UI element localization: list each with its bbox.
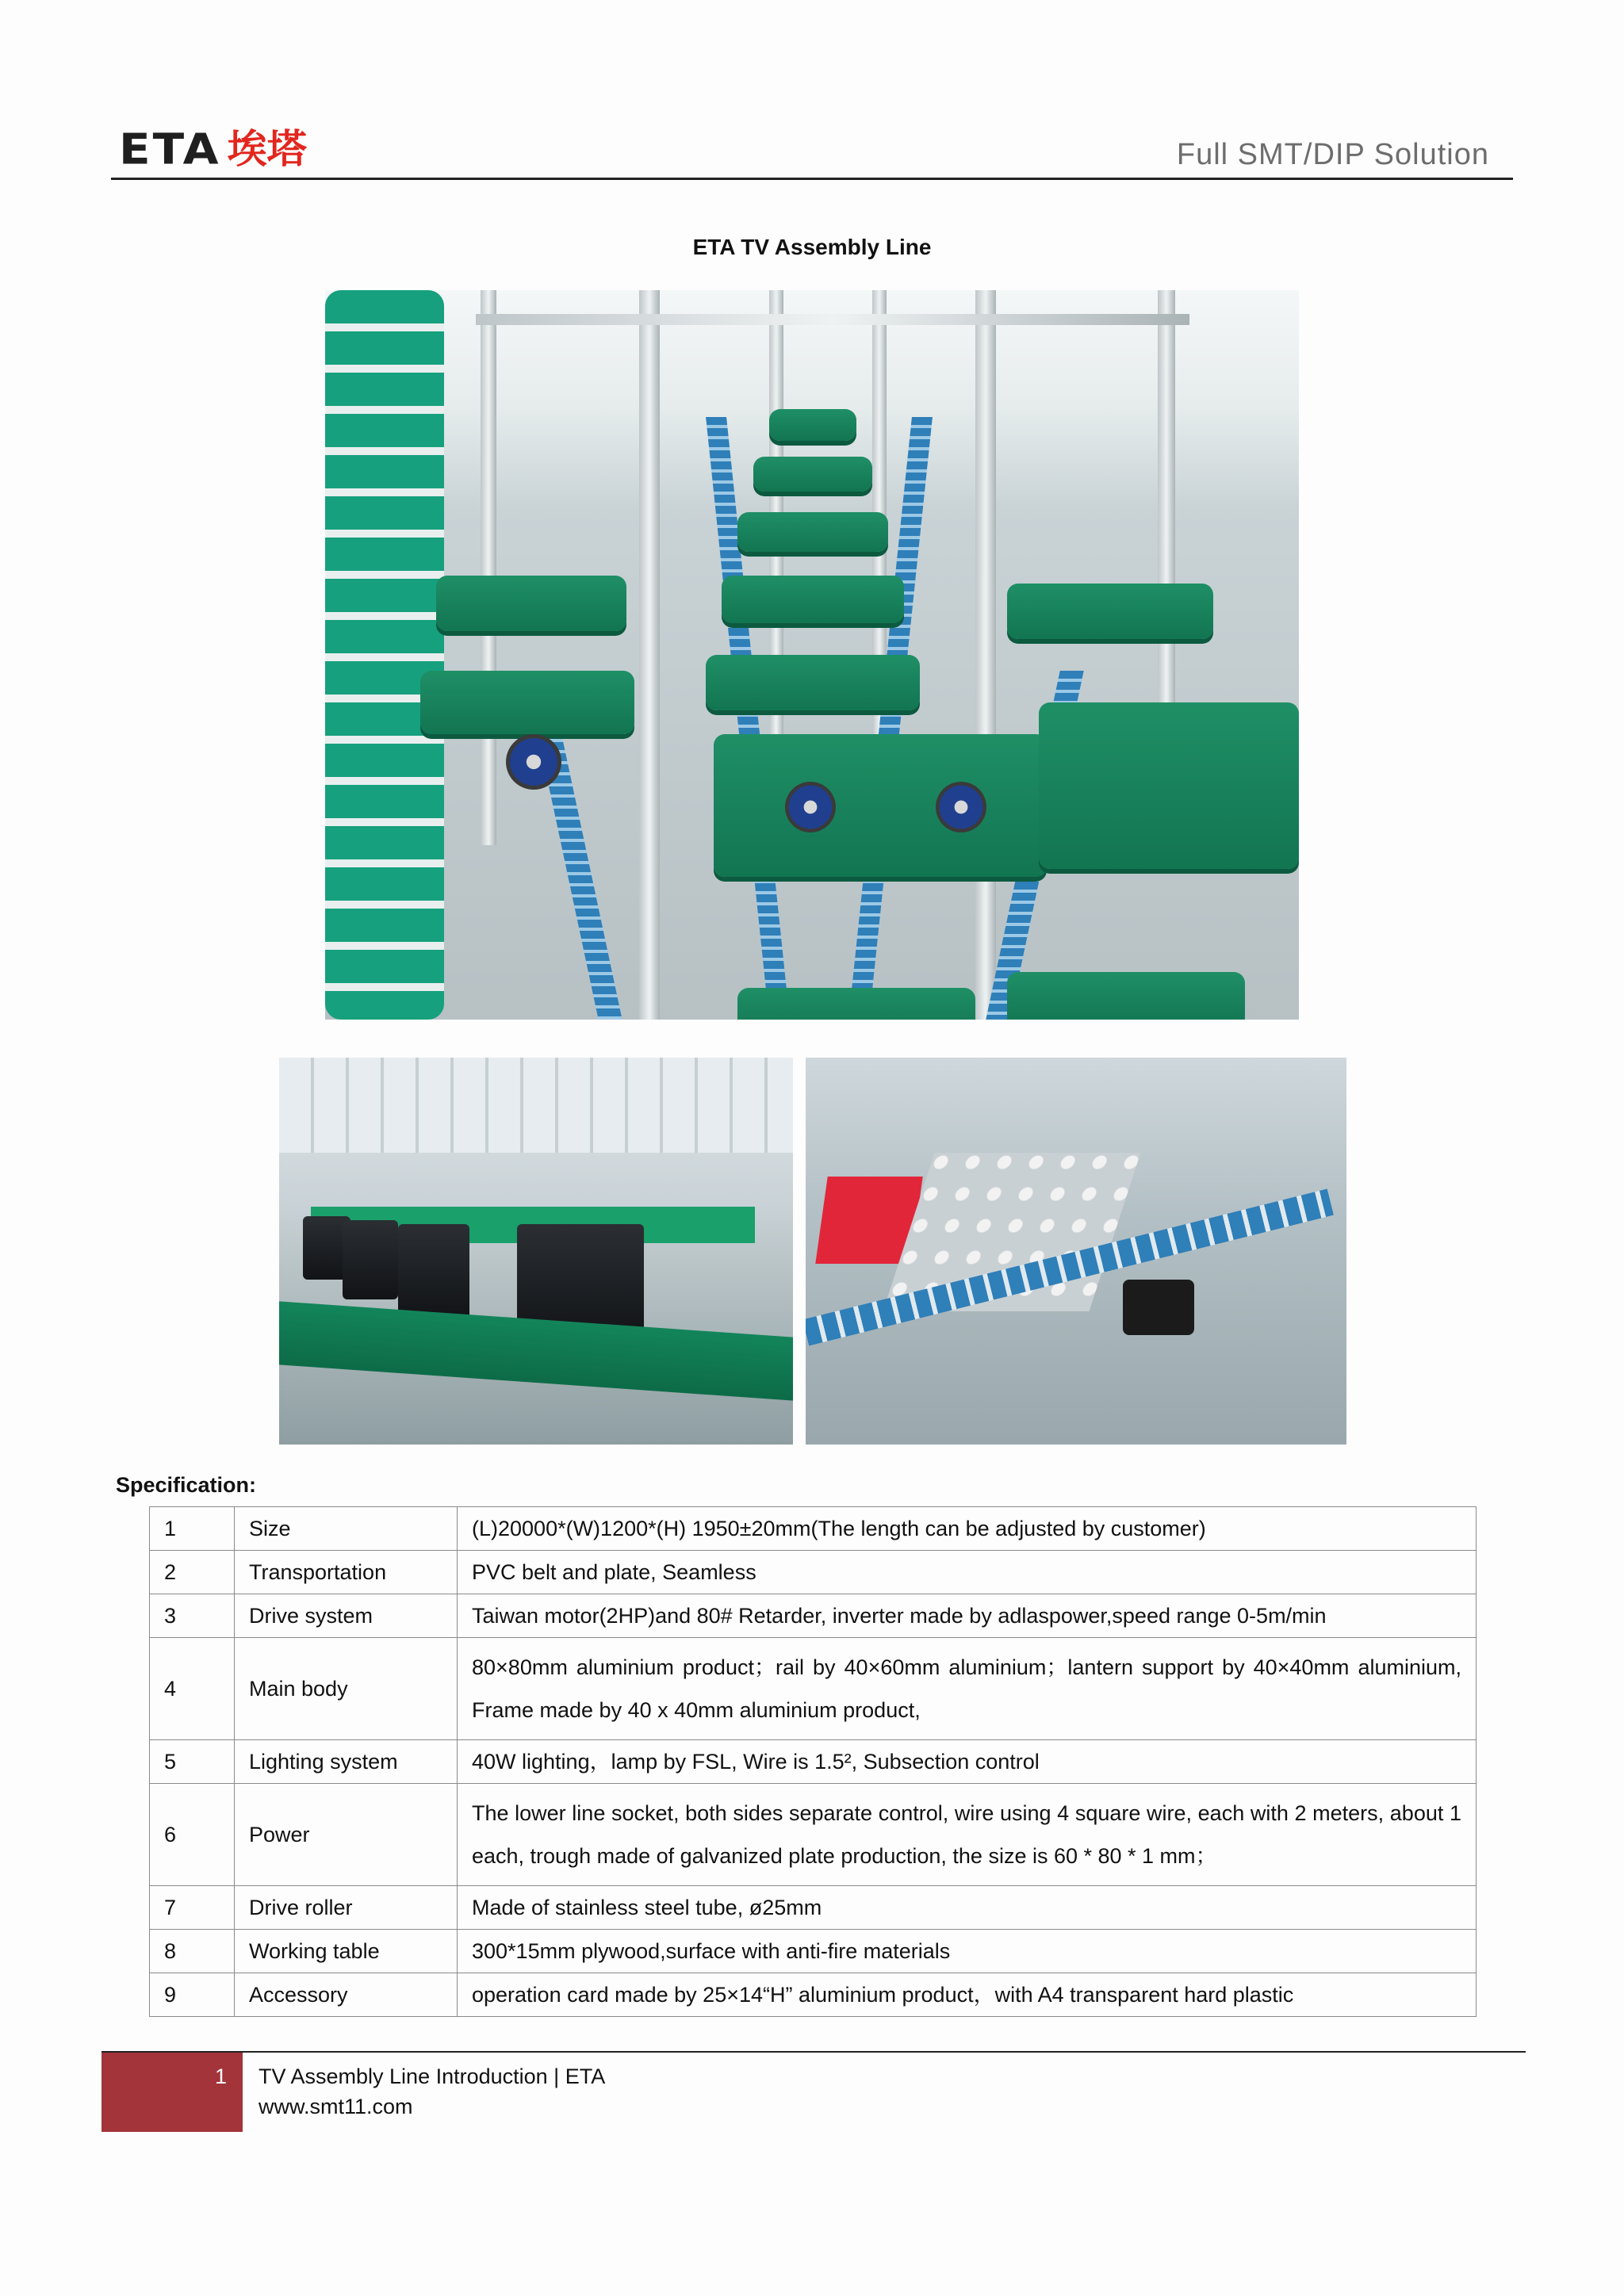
header-divider (111, 178, 1513, 180)
document-title: ETA TV Assembly Line (692, 235, 932, 259)
row-description: Taiwan motor(2HP)and 80# Retarder, inverter made by adlaspower,speed range 0-5m/min (458, 1594, 1477, 1638)
table-row (150, 1551, 1477, 1594)
row-item: Size (235, 1507, 458, 1551)
logo-wordmark: ETA (119, 124, 221, 174)
row-number: 4 (150, 1638, 235, 1740)
row-number: 8 (150, 1930, 235, 1973)
row-item: Drive system (235, 1594, 458, 1638)
row-item: Power (235, 1784, 458, 1886)
row-description: operation card made by 25×14“H” aluminium product，with A4 transparent hard plastic (458, 1973, 1477, 2017)
header-tagline: Full SMT/DIP Solution (1176, 138, 1489, 171)
table-row (150, 1784, 1477, 1886)
table-row (150, 1740, 1477, 1784)
tv-assembly-line-photo (279, 1058, 793, 1445)
row-item: Main body (235, 1638, 458, 1740)
row-item: Working table (235, 1930, 458, 1973)
footer-title: TV Assembly Line Introduction | ETA (259, 2064, 606, 2088)
specification-heading: Specification: (116, 1473, 257, 1497)
row-description: Made of stainless steel tube, ø25mm (458, 1886, 1477, 1930)
eta-logo (119, 125, 307, 173)
row-number: 9 (150, 1973, 235, 2017)
table-row (150, 1973, 1477, 2017)
row-number: 7 (150, 1886, 235, 1930)
specification-table (149, 1506, 1477, 2017)
table-row (150, 1638, 1477, 1740)
page-number: 1 (214, 2064, 227, 2088)
footer-url[interactable]: www.smt11.com (259, 2095, 413, 2118)
table-row (150, 1507, 1477, 1551)
row-number: 2 (150, 1551, 235, 1594)
row-description: 80×80mm aluminium product；rail by 40×60mm aluminium；lantern support by 40×40mm aluminium, Frame made by 40 x 40mm aluminium product, (458, 1638, 1477, 1740)
row-item: Accessory (235, 1973, 458, 2017)
row-number: 6 (150, 1784, 235, 1886)
row-item: Drive roller (235, 1886, 458, 1930)
conveyor-detail-photo (806, 1058, 1346, 1445)
table-row (150, 1594, 1477, 1638)
row-description: 40W lighting，lamp by FSL, Wire is 1.5², Subsection control (458, 1740, 1477, 1784)
footer-divider (102, 2051, 1526, 2053)
row-number: 1 (150, 1507, 235, 1551)
row-description: 300*15mm plywood,surface with anti-fire materials (458, 1930, 1477, 1973)
row-item: Lighting system (235, 1740, 458, 1784)
row-description: The lower line socket, both sides separate control, wire using 4 square wire, each with 2 meters, about 1 each, trough made of galvanized plate production, the size is 60 * 80 * 1 mm； (458, 1784, 1477, 1886)
row-number: 5 (150, 1740, 235, 1784)
table-row (150, 1886, 1477, 1930)
assembly-line-main-photo (325, 290, 1299, 1020)
row-description: (L)20000*(W)1200*(H) 1950±20mm(The length can be adjusted by customer) (458, 1507, 1477, 1551)
table-row (150, 1930, 1477, 1973)
logo-chinese-mark: 埃塔 (227, 126, 307, 172)
row-number: 3 (150, 1594, 235, 1638)
row-item: Transportation (235, 1551, 458, 1594)
row-description: PVC belt and plate, Seamless (458, 1551, 1477, 1594)
